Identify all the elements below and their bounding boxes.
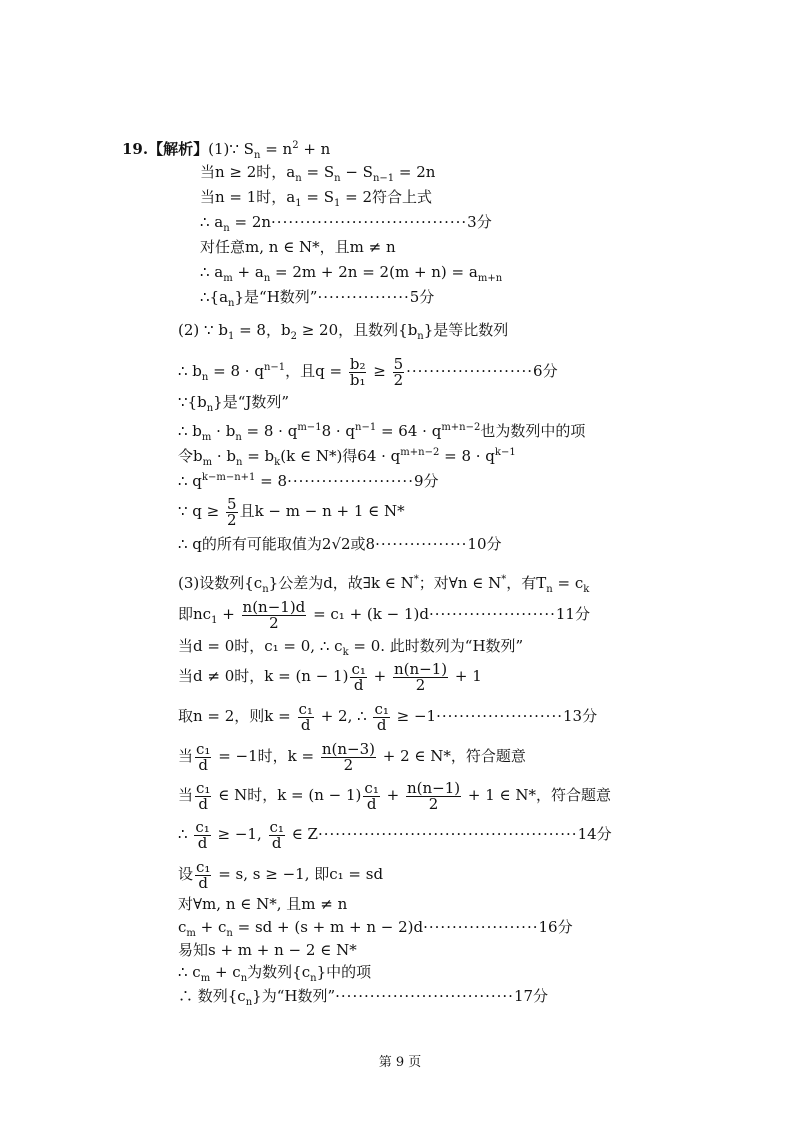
fraction-numerator: c₁	[196, 739, 211, 758]
score-label: 10分	[467, 535, 502, 553]
superscript: m−1	[297, 422, 322, 433]
fraction-denominator: 2	[415, 675, 426, 694]
score-label: 6分	[533, 362, 558, 380]
math-line	[200, 162, 435, 189]
math-line	[178, 894, 347, 914]
subscript: 1	[227, 331, 235, 342]
formula: = c	[552, 574, 584, 592]
fraction-numerator: n(n−1)d	[242, 597, 306, 616]
fraction-denominator: d	[198, 755, 209, 774]
subscript: n	[235, 432, 242, 443]
formula: 当d = 0时，c₁ = 0, ∴ c	[178, 637, 343, 655]
formula: 设	[178, 865, 194, 883]
formula: = sd + (s + m + n − 2)d	[232, 918, 424, 936]
fraction-denominator: 2	[269, 613, 279, 632]
dot-leader: ················	[375, 535, 468, 553]
formula: +	[217, 605, 240, 623]
math-line	[178, 493, 405, 529]
fraction-denominator: 2	[227, 510, 237, 529]
fraction-numerator: 5	[227, 494, 237, 513]
subscript: m+n	[477, 273, 503, 284]
formula: + 2 ∈ N*，符合题意	[378, 747, 526, 765]
formula: 当	[178, 747, 194, 765]
superscript: n−1	[263, 362, 286, 373]
subscript: n−1	[372, 173, 395, 184]
fraction-numerator: c₁	[364, 778, 379, 797]
superscript: k−1	[494, 447, 516, 458]
formula: 易知s + m + n − 2 ∈ N*	[178, 941, 357, 959]
superscript: *	[501, 574, 507, 585]
formula: 对∀m, n ∈ N*, 且m ≠ n	[178, 895, 348, 913]
dot-leader: ······················	[406, 362, 534, 380]
formula: ∴{a	[200, 288, 229, 306]
fraction	[194, 817, 210, 852]
superscript: 2	[292, 140, 299, 151]
formula: ≥	[368, 362, 391, 380]
fraction-numerator: n(n−1)	[406, 778, 461, 797]
formula: 当	[178, 786, 194, 804]
formula: = 8 · q	[439, 447, 495, 465]
superscript: *	[413, 574, 419, 585]
formula: ∴ c	[178, 963, 201, 981]
formula: − S	[340, 163, 373, 181]
superscript: m+n−2	[441, 422, 481, 433]
fraction	[363, 778, 379, 813]
fraction-numerator: n(n−3)	[321, 739, 375, 758]
formula: c	[178, 918, 187, 936]
formula: ，且q =	[285, 362, 347, 380]
fraction-numerator: c₁	[196, 778, 211, 797]
math-line	[178, 658, 482, 694]
score-label: 17分	[513, 987, 549, 1005]
formula: ∴ a	[200, 263, 224, 281]
fraction-denominator: d	[271, 833, 282, 852]
dot-leader: ·············································	[317, 825, 578, 843]
formula: = 2符合上式	[340, 188, 433, 206]
math-line	[178, 940, 357, 960]
fraction	[226, 494, 238, 529]
dot-leader: ······················	[428, 605, 556, 623]
formula: ∴ q的所有可能取值为2√2或8	[178, 535, 376, 553]
formula: 令b	[178, 447, 203, 465]
subscript: n	[263, 273, 271, 284]
score-label: 16分	[538, 918, 573, 936]
fraction	[269, 817, 285, 852]
formula: = 8，b	[234, 321, 291, 339]
math-line	[178, 468, 439, 491]
formula: +	[381, 786, 404, 804]
fraction-numerator: 5	[393, 354, 404, 373]
math-line	[178, 596, 590, 639]
formula: = n	[260, 140, 293, 158]
fraction-denominator: d	[198, 873, 209, 892]
fraction-denominator: d	[300, 715, 311, 734]
formula: ∵ q ≥	[178, 502, 225, 520]
score-label: 13分	[562, 707, 598, 725]
math-line	[178, 777, 611, 813]
fraction-denominator: d	[376, 715, 387, 734]
fraction-numerator: b₂	[349, 354, 366, 373]
formula: · b	[211, 422, 236, 440]
formula: ≥ −1,	[212, 825, 267, 843]
subscript: k	[583, 584, 590, 595]
fraction	[298, 699, 314, 734]
formula: + c	[195, 918, 227, 936]
formula: = 0. 此时数列为“H数列”	[348, 637, 524, 655]
fraction-denominator: 2	[428, 794, 439, 813]
subscript: m	[201, 432, 212, 443]
formula: = 64 · q	[376, 422, 442, 440]
formula: 取n = 2，则k =	[178, 707, 296, 725]
formula: 当n = 1时，a	[200, 188, 296, 206]
formula: ∈ Z	[286, 825, 318, 843]
page-footer	[0, 1051, 800, 1070]
math-line	[178, 698, 597, 734]
formula: = c₁ + (k − 1)d	[308, 605, 429, 623]
formula: = 2n	[394, 163, 436, 181]
fraction-numerator: c₁	[269, 817, 284, 836]
formula: + c	[210, 963, 241, 981]
subscript: n	[245, 997, 253, 1008]
fraction-denominator: d	[353, 675, 364, 694]
fraction	[321, 739, 376, 774]
math-line	[200, 212, 492, 239]
fraction-numerator: c₁	[196, 857, 211, 876]
formula: ∴ b	[178, 362, 202, 380]
dot-leader: ······················	[287, 472, 414, 490]
subscript: n	[253, 150, 261, 161]
formula: = S	[301, 163, 335, 181]
math-line	[178, 986, 548, 1013]
fraction-numerator: c₁	[351, 659, 366, 678]
subscript: n	[240, 973, 248, 984]
subscript: n	[236, 457, 243, 468]
subscript: n	[206, 403, 214, 414]
superscript: m+n−2	[400, 447, 440, 458]
subscript: n	[295, 173, 302, 184]
formula: (2) ∵ b	[178, 321, 228, 339]
fraction-denominator: d	[366, 794, 377, 813]
fraction-denominator: b₁	[349, 370, 366, 389]
formula: = 8 · q	[208, 362, 264, 380]
math-line	[178, 856, 383, 892]
formula: 8 · q	[321, 422, 356, 440]
dot-leader: ······················	[436, 707, 563, 725]
subscript: n	[228, 298, 235, 309]
formula: = s, s ≥ −1, 即c₁ = sd	[213, 865, 384, 883]
formula: ∵ S	[229, 140, 254, 158]
subscript: n	[417, 331, 424, 342]
part1-label: (1)	[208, 140, 230, 158]
formula: = b	[242, 447, 275, 465]
fraction-denominator: d	[197, 833, 208, 852]
formula: ≥ 20，且数列{b	[296, 321, 418, 339]
fraction-numerator: c₁	[374, 699, 389, 718]
math-line	[178, 816, 612, 852]
formula: = 8	[255, 472, 288, 490]
formula: (3)设数列{c	[178, 574, 263, 592]
subscript: n	[201, 372, 209, 383]
score-label: 9分	[413, 472, 439, 490]
formula: }是“J数列”	[213, 393, 290, 411]
fraction	[350, 659, 366, 694]
formula: 当d ≠ 0时，k = (n − 1)	[178, 667, 349, 685]
formula: 当n ≥ 2时，a	[200, 163, 296, 181]
formula: = 8 · q	[241, 422, 298, 440]
math-line	[178, 320, 508, 347]
formula: · b	[212, 447, 236, 465]
formula: 且k − m − n + 1 ∈ N*	[239, 502, 405, 520]
dot-leader: ····················	[423, 918, 539, 936]
fraction-numerator: n(n−1)	[394, 659, 448, 678]
formula: + 1	[450, 667, 482, 685]
fraction	[242, 597, 307, 632]
fraction-numerator: c₁	[298, 699, 313, 718]
subscript: m	[200, 973, 211, 984]
formula: = −1时，k =	[213, 747, 319, 765]
fraction-denominator: 2	[343, 755, 354, 774]
fraction	[195, 778, 211, 813]
formula: = S	[301, 188, 335, 206]
fraction	[195, 739, 211, 774]
math-line	[178, 350, 558, 396]
solution-tag: 【解析】	[148, 140, 209, 158]
math-line	[178, 962, 371, 989]
fraction	[406, 778, 461, 813]
score-label: 3分	[467, 213, 492, 231]
subscript: m	[223, 273, 233, 284]
subscript: n	[223, 223, 230, 234]
math-line	[200, 237, 396, 257]
score-label: 5分	[409, 288, 435, 306]
subscript: n	[546, 584, 553, 595]
formula: 为数列{c	[247, 963, 311, 981]
formula: ；对∀n ∈ N	[418, 574, 502, 592]
subscript: n	[262, 584, 269, 595]
formula: = 2n	[229, 213, 272, 231]
subscript: k	[274, 457, 281, 468]
subscript: m	[202, 457, 213, 468]
formula: ∴ a	[200, 213, 224, 231]
formula: }中的项	[316, 963, 372, 981]
dot-leader: ·······························	[335, 987, 514, 1005]
formula: ∵{b	[178, 393, 207, 411]
formula: ∴ q	[178, 472, 202, 490]
math-line	[178, 738, 526, 774]
page-number: 第 9 页	[378, 1055, 422, 1070]
fraction	[393, 354, 405, 389]
subscript: k	[342, 647, 349, 658]
formula: }是“H数列”	[234, 288, 318, 306]
math-line	[200, 287, 434, 314]
superscript: n−1	[355, 422, 377, 433]
formula: 对任意m, n ∈ N*，且m ≠ n	[200, 238, 396, 256]
math-line	[200, 262, 502, 289]
formula: }是等比数列	[423, 321, 509, 339]
subscript: 2	[290, 331, 297, 342]
dot-leader: ················	[317, 288, 410, 306]
formula: ∴ 数列{c	[178, 987, 246, 1005]
superscript: k−m−n+1	[201, 472, 256, 483]
fraction	[349, 354, 367, 389]
score-label: 14分	[577, 825, 612, 843]
formula: ∈ N时，k = (n − 1)	[213, 786, 362, 804]
fraction	[393, 659, 448, 694]
fraction-denominator: d	[198, 794, 209, 813]
formula: 即nc	[178, 605, 212, 623]
subscript: 1	[334, 198, 341, 209]
subscript: n	[226, 928, 233, 939]
fraction-denominator: 2	[393, 370, 404, 389]
formula: +	[368, 667, 391, 685]
formula: ，有T	[506, 574, 547, 592]
fraction	[195, 857, 211, 892]
formula: + 1 ∈ N*，符合题意	[463, 786, 612, 804]
dot-leader: ··································	[271, 213, 468, 231]
formula: ∴	[178, 825, 193, 843]
formula: 也为数列中的项	[480, 422, 586, 440]
formula: + 2, ∴	[315, 707, 372, 725]
formula: + n	[298, 140, 331, 158]
formula: + a	[232, 263, 264, 281]
formula: = 2m + 2n = 2(m + n) = a	[270, 263, 478, 281]
subscript: m	[186, 928, 196, 939]
math-line	[178, 534, 502, 554]
subscript: n	[310, 973, 317, 984]
score-label: 11分	[555, 605, 590, 623]
math-line	[200, 187, 432, 214]
subscript: 1	[211, 615, 218, 626]
fraction	[373, 699, 389, 734]
subscript: n	[334, 173, 341, 184]
math-line	[178, 392, 289, 419]
formula: ≥ −1	[391, 707, 437, 725]
subscript: 1	[295, 198, 302, 209]
fraction-numerator: c₁	[195, 817, 210, 836]
formula: }公差为d，故∃k ∈ N	[268, 574, 414, 592]
formula: }为“H数列”	[252, 987, 336, 1005]
problem-number: 19.	[122, 140, 149, 158]
formula: ∴ b	[178, 422, 202, 440]
formula: (k ∈ N*)得64 · q	[280, 447, 401, 465]
